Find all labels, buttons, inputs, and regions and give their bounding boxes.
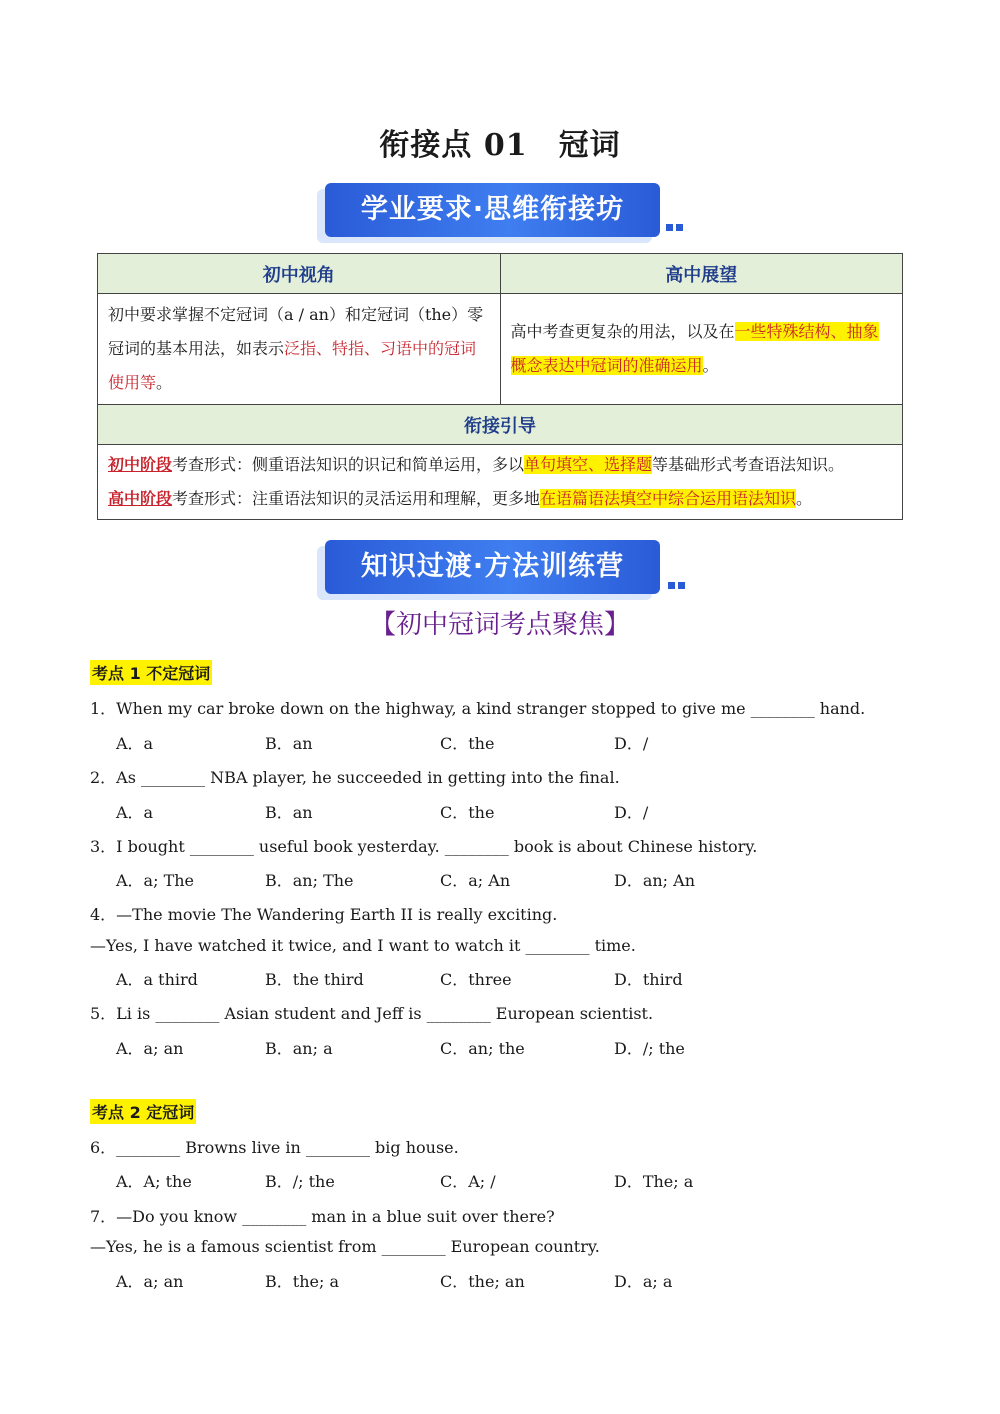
- q7-option-d: D．a; a: [614, 1272, 673, 1291]
- q6-option-c: C．A; /: [440, 1172, 496, 1191]
- question-3: 3．I bought ________ useful book yesterday. ________ book is about Chinese history.: [90, 837, 758, 856]
- guide-cell: [98, 445, 903, 520]
- question-1: 1．When my car broke down on the highway, a kind stranger stopped to give me ________ hand.: [90, 699, 866, 718]
- q2-option-a: A．a: [116, 803, 154, 822]
- key-point-1-label: 考点 1 不定冠词: [90, 660, 212, 685]
- q2-option-c: C．the: [440, 803, 495, 822]
- section-banner-training: 知识过渡·方法训练营: [325, 540, 660, 594]
- senior-text: 高中考查更复杂的用法，以及在: [510, 322, 735, 341]
- guide-senior-tag: 高中阶段: [108, 489, 173, 508]
- q3-option-a: A．a; The: [116, 871, 195, 890]
- senior-text-highlight: 一些特殊结构、抽象概念表达中冠词的准确运用: [510, 322, 879, 375]
- q5-option-a: A．a; an: [116, 1039, 184, 1058]
- question-4-reply: —Yes, I have watched it twice, and I want to watch it ________ time.: [90, 936, 636, 955]
- senior-text-end: 。: [702, 356, 719, 375]
- q6-option-a: A．A; the: [116, 1172, 192, 1191]
- junior-requirements-cell: [98, 294, 501, 405]
- guide-junior-highlight: 单句填空、选择题: [524, 455, 653, 474]
- junior-text: 初中要求掌握不定冠词（a / an）和定冠词（the）零冠词的基本用法，如表示: [108, 305, 484, 358]
- guide-junior-text-end: 等基础形式考查语法知识。: [652, 455, 845, 474]
- guide-header: 衔接引导: [98, 405, 903, 445]
- guide-senior-text: 考查形式：注重语法知识的灵活运用和理解，更多地: [172, 489, 541, 508]
- question-6: 6．________ Browns live in ________ big house.: [90, 1138, 459, 1157]
- q4-option-c: C．three: [440, 970, 512, 989]
- section-banner-requirements: 学业要求·思维衔接坊: [325, 183, 660, 237]
- q3-option-c: C．a; An: [440, 871, 511, 890]
- q2-option-d: D．/: [614, 803, 649, 822]
- q3-option-d: D．an; An: [614, 871, 696, 890]
- q6-option-b: B．/; the: [265, 1172, 335, 1191]
- question-4: 4．—The movie The Wandering Earth II is really exciting.: [90, 905, 558, 924]
- q4-option-b: B．the third: [265, 970, 364, 989]
- page-title: 衔接点 01 冠词: [379, 128, 621, 163]
- senior-outlook-cell: [500, 294, 903, 405]
- key-point-2-label: 考点 2 定冠词: [90, 1099, 196, 1124]
- question-5: 5．Li is ________ Asian student and Jeff is ________ European scientist.: [90, 1004, 654, 1023]
- guide-junior: [108, 448, 892, 482]
- q3-option-b: B．an; The: [265, 871, 354, 890]
- junior-text-end: 。: [156, 373, 173, 392]
- junior-text-highlight: 泛指、特指、习语中的冠词使用等: [108, 339, 477, 392]
- guide-junior-text: 考查形式：侧重语法知识的识记和简单运用，多以: [172, 455, 525, 474]
- q2-option-b: B．an: [265, 803, 313, 822]
- q5-option-d: D．/; the: [614, 1039, 685, 1058]
- section-subheading: 【初中冠词考点聚焦】: [369, 610, 630, 640]
- banner-dots-icon: [666, 216, 686, 224]
- guide-senior: [108, 482, 892, 516]
- q6-option-d: D．The; a: [614, 1172, 694, 1191]
- question-7: 7．—Do you know ________ man in a blue suit over there?: [90, 1207, 555, 1226]
- q7-option-c: C．the; an: [440, 1272, 525, 1291]
- guide-senior-text-end: 。: [796, 489, 813, 508]
- question-7-reply: —Yes, he is a famous scientist from ________ European country.: [90, 1237, 600, 1256]
- col-header-senior: 高中展望: [500, 254, 903, 294]
- q1-option-c: C．the: [440, 734, 495, 753]
- q1-option-b: B．an: [265, 734, 313, 753]
- q5-option-b: B．an; a: [265, 1039, 333, 1058]
- q7-option-b: B．the; a: [265, 1272, 339, 1291]
- question-2: 2．As ________ NBA player, he succeeded in getting into the final.: [90, 768, 620, 787]
- q1-option-d: D．/: [614, 734, 649, 753]
- guide-junior-tag: 初中阶段: [108, 455, 173, 474]
- guide-senior-highlight: 在语篇语法填空中综合运用语法知识: [540, 489, 797, 508]
- q5-option-c: C．an; the: [440, 1039, 525, 1058]
- banner-dots-icon: [668, 574, 688, 582]
- requirements-table: [97, 253, 903, 520]
- q4-option-a: A．a third: [116, 970, 198, 989]
- q7-option-a: A．a; an: [116, 1272, 184, 1291]
- q1-option-a: A．a: [116, 734, 154, 753]
- q4-option-d: D．third: [614, 970, 683, 989]
- col-header-junior: 初中视角: [98, 254, 501, 294]
